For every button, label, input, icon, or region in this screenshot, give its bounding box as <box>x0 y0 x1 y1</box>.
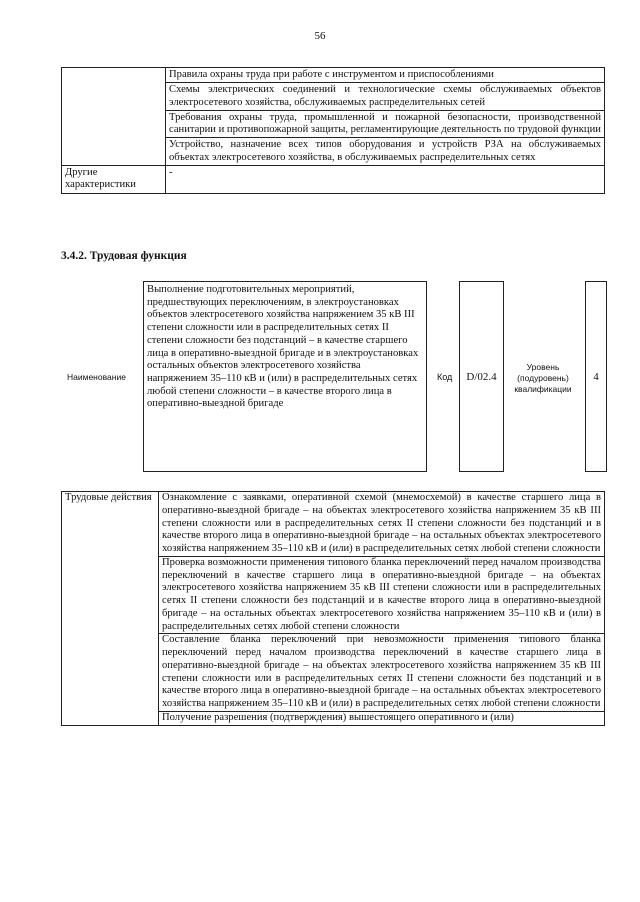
labor-action-item: Составление бланка переключений при невозможности применения типового бланка переключений перед началом производства переключений в качестве старшего лица в оперативно-выездной бригаде – на объектах электросетевого хозяйства напряжением 35 кВ III степени сложности или в распределительных сетях II степени сложности без подстанций и в качестве второго лица в оперативно-выездной бригаде – на остальных объектах электросетевого хозяйства напряжением 35–110 кВ и (или) в распределительных сетях любой степени сложности <box>159 634 605 712</box>
requirements-table <box>61 67 605 194</box>
requirement-item: Устройство, назначение всех типов оборудования и устройств РЗА на обслуживаемых объектах электросетевого хозяйства, в обслуживаемых распределительных сетях <box>166 138 605 166</box>
labor-actions-table <box>61 491 605 726</box>
requirement-item: Правила охраны труда при работе с инструментом и приспособлениями <box>166 68 605 83</box>
function-code-value: D/02.4 <box>459 281 504 472</box>
table-row <box>62 68 605 83</box>
labor-actions-label: Трудовые действия <box>62 492 159 726</box>
labor-action-item: Получение разрешения (подтверждения) вышестоящего оперативного и (или) <box>159 711 605 725</box>
table-row <box>62 166 605 194</box>
function-name-label: Наименование <box>67 372 126 382</box>
function-code-label: Код <box>437 372 453 382</box>
labor-action-item: Проверка возможности применения типового бланка переключений перед началом производства переключений в качестве старшего лица в оперативно-выездной бригаде – на объектах электросетевого хозяйства напряжением 35 кВ III степени сложности или в распределительных сетях II степени сложности без подстанций и в качестве второго лица в оперативно-выездной бригаде – на остальных объектах электросетевого хозяйства напряжением 35–110 кВ и (или) в распределительных сетях любой степени сложности <box>159 556 605 634</box>
other-characteristics-value: - <box>166 166 605 194</box>
qualification-level-label: Уровень (подуровень) квалификации <box>514 362 572 394</box>
page-number: 56 <box>314 30 326 42</box>
requirements-label-cell <box>62 68 166 166</box>
function-name-value: Выполнение подготовительных мероприятий, предшествующих переключениям, в электроустановках объектов электросетевого хозяйства напряжением 35 кВ III степени сложности или в распределительных сетях II степени сложности без подстанций – в качестве старшего лица в оперативно-выездной бригаде и в электроустановках остальных объектов электросетевого хозяйства напряжением 35–110 кВ и (или) в распределительных сетях любой степени сложности – в качестве второго лица в оперативно-выездной бригаде <box>143 281 427 472</box>
other-characteristics-label: Другие характеристики <box>62 166 166 194</box>
qualification-level-value: 4 <box>585 281 607 472</box>
section-title: 3.4.2. Трудовая функция <box>61 250 187 262</box>
labor-action-item: Ознакомление с заявками, оперативной схемой (мнемосхемой) в качестве старшего лица в оперативно-выездной бригаде – на объектах электросетевого хозяйства напряжением 35 кВ III степени сложности или в распределительных сетях II степени сложности без подстанций и в качестве второго лица в оперативно-выездной бригаде – на остальных объектах электросетевого хозяйства напряжением 35–110 кВ и (или) в распределительных сетях любой степени сложности <box>159 492 605 557</box>
requirement-item: Схемы электрических соединений и технологические схемы обслуживаемых объектов электросетевого хозяйства, обслуживаемых распределительных сетей <box>166 83 605 111</box>
table-row <box>62 492 605 557</box>
requirement-item: Требования охраны труда, промышленной и пожарной безопасности, производственной санитарии и противопожарной защиты, регламентирующие деятельность по трудовой функции <box>166 110 605 138</box>
